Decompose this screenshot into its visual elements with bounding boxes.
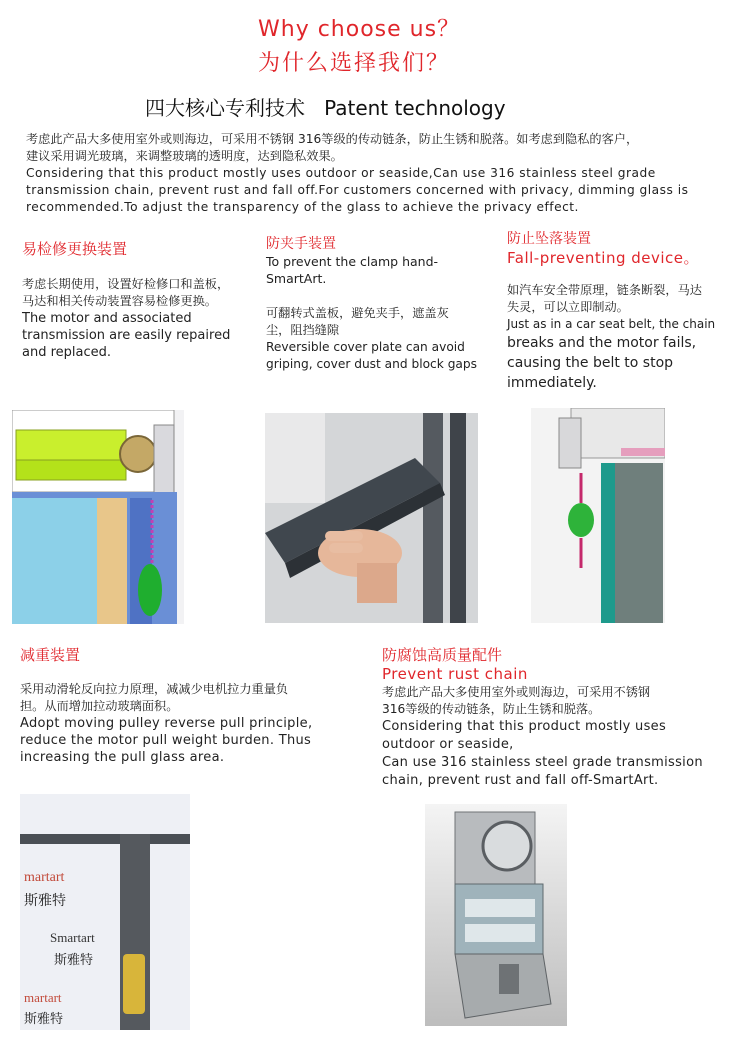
feature-title: 防止坠落装置 <box>507 231 591 247</box>
feature-text-en <box>507 316 747 393</box>
intro-paragraph <box>26 131 736 216</box>
feature-text-cn <box>20 681 350 715</box>
intro-cn-line: 考虑此产品大多使用室外或则海边，可采用不锈钢 316等级的传动链条，防止生锈和脱落。如考虑到隐私的客户， <box>26 132 639 146</box>
brand-text: 斯雅特 <box>24 893 66 909</box>
feature-text-en <box>266 339 491 373</box>
text-line: 考虑长期使用，设置好检修口和盖板， <box>22 277 230 291</box>
text-line: 考虑此产品大多使用室外或则海边，可采用不锈钢 <box>382 685 651 699</box>
text-line: 尘，阻挡缝隙 <box>266 323 340 337</box>
text-line: 失灵，可以立即制动。 <box>507 300 629 314</box>
text-line: Just as in a car seat belt, the chain <box>507 317 716 331</box>
fall-photo <box>531 408 665 623</box>
text-line: and replaced. <box>22 345 112 360</box>
text-line: transmission are easily repaired <box>22 328 231 343</box>
feature-title-en: Prevent rust chain <box>382 665 528 683</box>
text-line: outdoor or seaside, <box>382 737 514 752</box>
brand-text: martart <box>24 990 62 1005</box>
weight-photo <box>20 794 190 1030</box>
text-line: 马达和相关传动装置容易检修更换。 <box>22 294 217 308</box>
motor-unit <box>123 954 145 1014</box>
text-line: Adopt moving pulley reverse pull principle, <box>20 716 313 731</box>
feature-fall <box>507 230 747 393</box>
brand-text: 斯雅特 <box>24 1012 64 1027</box>
brand-text: Smartart <box>50 930 95 945</box>
feature-text-cn <box>266 305 491 339</box>
brand-text: 斯雅特 <box>54 953 94 968</box>
text-line: SmartArt. <box>266 271 327 286</box>
intro-cn-line: 建议采用调光玻璃，来调整玻璃的透明度，达到隐私效果。 <box>26 149 343 163</box>
text-line: griping, cover dust and block gaps <box>266 357 477 371</box>
text-line: The motor and associated <box>22 311 192 326</box>
feature-text-cn <box>507 282 747 316</box>
text-line: 采用动滑轮反向拉力原理，减减少电机拉力重量负 <box>20 682 289 696</box>
clamp-photo <box>265 413 478 623</box>
feature-title-en <box>266 253 491 287</box>
feature-title: 易检修更换装置 <box>22 240 128 258</box>
text-line: 316等级的传动链条，防止生锈和脱落。 <box>382 702 601 716</box>
patent-subtitle: 四大核心专利技术 Patent technology <box>145 96 506 120</box>
text-line: 可翻转式盖板，避免夹手，遮盖灰 <box>266 306 449 320</box>
feature-title: 防夹手装置 <box>266 236 336 252</box>
feature-clamp <box>266 235 491 373</box>
feature-weight <box>20 646 350 766</box>
intro-en-line: transmission chain, prevent rust and fall off.For customers concerned with privacy, dimming glass is <box>26 183 689 197</box>
hand-illustration <box>265 413 478 623</box>
window-frame <box>20 834 190 844</box>
feature-chain <box>382 646 742 790</box>
brand-text: martart <box>24 870 65 885</box>
fall-illustration <box>531 408 665 623</box>
text-line: causing the belt to stop <box>507 355 674 371</box>
feature-title: 防腐蚀高质量配件 <box>382 646 503 664</box>
feature-text-en <box>22 310 252 361</box>
profile-illustration <box>425 804 567 1026</box>
feature-text-cn <box>382 684 742 718</box>
feature-text-en <box>20 715 350 766</box>
title-chinese: 为什么选择我们？ <box>258 51 451 76</box>
text-line: reduce the motor pull weight burden. Thus <box>20 733 312 748</box>
title-english: Why choose us？ <box>258 17 461 42</box>
text-line: Can use 316 stainless steel grade transmission <box>382 755 703 770</box>
text-line: breaks and the motor fails, <box>507 335 697 351</box>
text-line: immediately. <box>507 375 597 391</box>
text-line: To prevent the clamp hand- <box>266 254 439 269</box>
text-line: Reversible cover plate can avoid <box>266 340 465 354</box>
feature-title-en: Fall-preventing device。 <box>507 249 700 267</box>
feature-maintenance <box>22 240 252 361</box>
feature-text-en <box>382 718 742 790</box>
cutaway-illustration <box>12 410 184 624</box>
intro-en-line: recommended.To adjust the transparency of the glass to achieve the privacy effect. <box>26 200 579 214</box>
chain-photo <box>425 804 567 1026</box>
feature-title: 减重装置 <box>20 646 81 664</box>
text-line: increasing the pull glass area. <box>20 750 225 765</box>
maintenance-photo <box>12 410 184 624</box>
intro-en-line: Considering that this product mostly uses outdoor or seaside,Can use 316 stainless steel grade <box>26 166 656 180</box>
feature-text-cn <box>22 276 252 310</box>
text-line: 如汽车安全带原理，链条断裂，马达 <box>507 283 702 297</box>
text-line: 担。从而增加拉动玻璃面积。 <box>20 699 179 713</box>
text-line: Considering that this product mostly uses <box>382 719 667 734</box>
text-line: chain, prevent rust and fall off-SmartArt. <box>382 773 659 788</box>
